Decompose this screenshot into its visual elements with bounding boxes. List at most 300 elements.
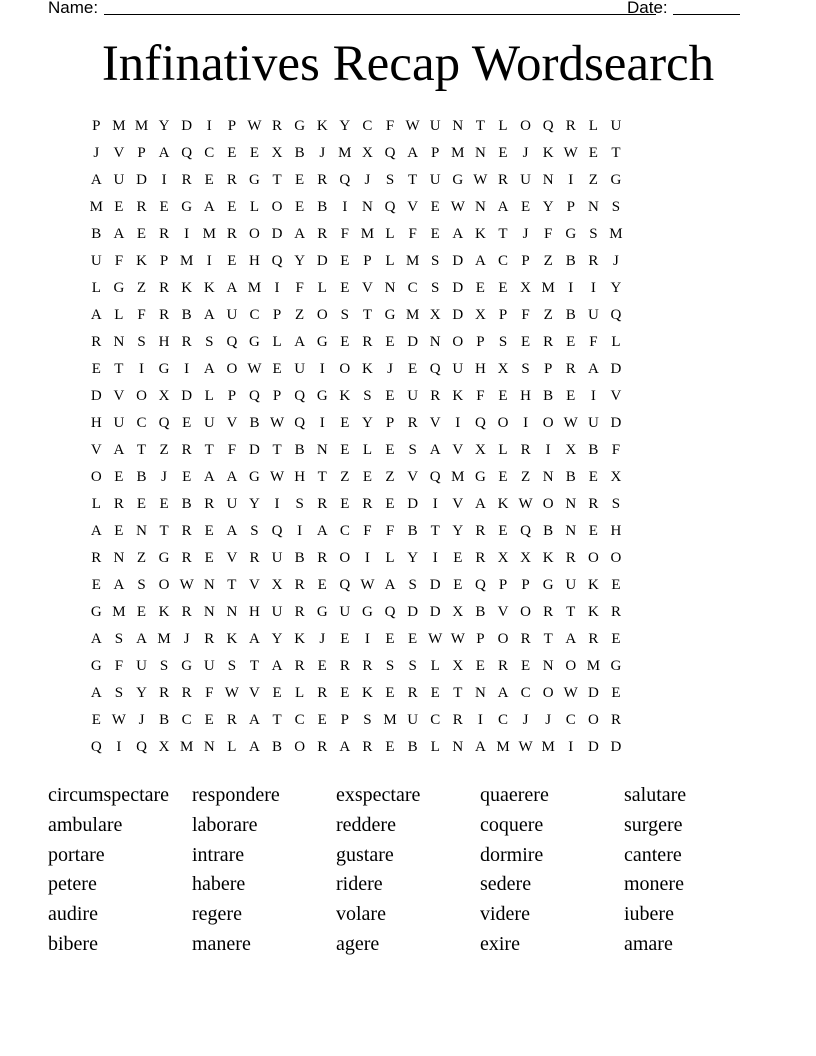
- grid-letter[interactable]: N: [565, 523, 577, 539]
- grid-letter[interactable]: J: [613, 253, 619, 269]
- grid-letter[interactable]: G: [181, 199, 193, 215]
- grid-letter[interactable]: V: [407, 469, 419, 485]
- grid-letter[interactable]: I: [590, 388, 596, 404]
- grid-letter[interactable]: I: [590, 280, 596, 296]
- grid-letter[interactable]: L: [317, 280, 327, 296]
- grid-letter[interactable]: R: [317, 172, 328, 188]
- grid-letter[interactable]: X: [158, 388, 170, 404]
- grid-letter[interactable]: W: [473, 172, 488, 188]
- grid-letter[interactable]: J: [522, 712, 529, 728]
- grid-letter[interactable]: R: [339, 658, 350, 674]
- grid-letter[interactable]: G: [158, 361, 170, 377]
- grid-letter[interactable]: E: [566, 334, 576, 350]
- grid-letter[interactable]: J: [522, 145, 529, 161]
- grid-letter[interactable]: G: [294, 118, 306, 134]
- grid-letter[interactable]: E: [385, 334, 395, 350]
- grid-letter[interactable]: G: [90, 658, 102, 674]
- grid-letter[interactable]: A: [316, 523, 328, 539]
- grid-letter[interactable]: J: [183, 631, 190, 647]
- grid-letter[interactable]: E: [453, 550, 463, 566]
- grid-letter[interactable]: E: [249, 145, 260, 161]
- grid-letter[interactable]: P: [363, 253, 372, 269]
- grid-letter[interactable]: X: [497, 361, 509, 377]
- grid-letter[interactable]: Y: [339, 118, 351, 134]
- grid-letter[interactable]: A: [384, 577, 396, 593]
- grid-letter[interactable]: D: [452, 253, 464, 269]
- grid-letter[interactable]: J: [364, 172, 371, 188]
- grid-letter[interactable]: R: [181, 523, 192, 539]
- grid-letter[interactable]: B: [565, 253, 576, 269]
- grid-letter[interactable]: S: [521, 361, 530, 377]
- grid-letter[interactable]: S: [611, 199, 621, 215]
- grid-letter[interactable]: K: [542, 550, 554, 566]
- grid-letter[interactable]: L: [362, 442, 372, 458]
- grid-letter[interactable]: H: [249, 253, 260, 269]
- grid-letter[interactable]: T: [204, 442, 214, 458]
- grid-letter[interactable]: L: [249, 199, 260, 215]
- grid-letter[interactable]: P: [385, 415, 395, 431]
- grid-letter[interactable]: M: [360, 226, 375, 242]
- grid-letter[interactable]: B: [136, 469, 147, 485]
- grid-letter[interactable]: L: [114, 307, 124, 323]
- grid-letter[interactable]: I: [364, 550, 370, 566]
- grid-letter[interactable]: R: [543, 334, 554, 350]
- grid-letter[interactable]: M: [586, 658, 601, 674]
- grid-letter[interactable]: N: [565, 496, 577, 512]
- grid-letter[interactable]: W: [360, 577, 375, 593]
- grid-letter[interactable]: N: [587, 199, 599, 215]
- grid-letter[interactable]: I: [568, 739, 574, 755]
- grid-letter[interactable]: E: [340, 253, 350, 269]
- grid-letter[interactable]: L: [430, 739, 440, 755]
- grid-letter[interactable]: E: [272, 685, 282, 701]
- grid-letter[interactable]: R: [475, 523, 486, 539]
- grid-letter[interactable]: S: [114, 685, 124, 701]
- grid-letter[interactable]: B: [91, 226, 102, 242]
- grid-letter[interactable]: D: [271, 226, 283, 242]
- grid-letter[interactable]: E: [159, 496, 169, 512]
- grid-letter[interactable]: C: [362, 118, 373, 134]
- grid-letter[interactable]: R: [543, 604, 554, 620]
- grid-letter[interactable]: A: [294, 226, 306, 242]
- grid-letter[interactable]: N: [384, 280, 396, 296]
- grid-letter[interactable]: T: [408, 172, 418, 188]
- grid-letter[interactable]: I: [206, 253, 212, 269]
- grid-letter[interactable]: U: [429, 118, 441, 134]
- grid-letter[interactable]: J: [93, 145, 100, 161]
- grid-letter[interactable]: P: [137, 145, 146, 161]
- grid-letter[interactable]: D: [316, 253, 328, 269]
- grid-letter[interactable]: E: [566, 388, 576, 404]
- grid-letter[interactable]: E: [588, 523, 598, 539]
- grid-letter[interactable]: Q: [429, 361, 441, 377]
- grid-letter[interactable]: A: [90, 307, 102, 323]
- grid-letter[interactable]: A: [113, 577, 125, 593]
- grid-letter[interactable]: J: [161, 469, 167, 485]
- grid-letter[interactable]: E: [498, 469, 508, 485]
- grid-letter[interactable]: N: [474, 199, 486, 215]
- name-line[interactable]: [104, 14, 656, 15]
- grid-letter[interactable]: Y: [362, 415, 373, 431]
- grid-letter[interactable]: E: [385, 739, 395, 755]
- grid-letter[interactable]: A: [203, 307, 215, 323]
- grid-letter[interactable]: S: [408, 442, 417, 458]
- grid-letter[interactable]: T: [272, 172, 282, 188]
- grid-letter[interactable]: X: [474, 307, 486, 323]
- grid-letter[interactable]: R: [497, 658, 508, 674]
- grid-letter[interactable]: A: [271, 658, 283, 674]
- grid-letter[interactable]: R: [362, 658, 373, 674]
- grid-letter[interactable]: U: [429, 172, 441, 188]
- grid-letter[interactable]: J: [522, 226, 529, 242]
- grid-letter[interactable]: E: [227, 145, 237, 161]
- grid-letter[interactable]: A: [474, 739, 486, 755]
- grid-letter[interactable]: U: [587, 307, 599, 323]
- grid-letter[interactable]: E: [159, 199, 169, 215]
- grid-letter[interactable]: W: [405, 118, 420, 134]
- grid-letter[interactable]: S: [589, 226, 598, 242]
- grid-letter[interactable]: L: [227, 739, 237, 755]
- grid-letter[interactable]: R: [249, 550, 260, 566]
- grid-letter[interactable]: Q: [384, 145, 396, 161]
- grid-letter[interactable]: B: [317, 199, 328, 215]
- grid-letter[interactable]: E: [136, 226, 147, 242]
- grid-letter[interactable]: I: [138, 361, 144, 377]
- grid-letter[interactable]: B: [588, 442, 599, 458]
- grid-letter[interactable]: A: [203, 469, 215, 485]
- grid-letter[interactable]: I: [297, 523, 303, 539]
- grid-letter[interactable]: L: [204, 388, 214, 404]
- grid-letter[interactable]: C: [136, 415, 147, 431]
- grid-letter[interactable]: U: [203, 415, 215, 431]
- grid-letter[interactable]: L: [272, 334, 282, 350]
- grid-letter[interactable]: M: [405, 253, 420, 269]
- grid-letter[interactable]: E: [385, 685, 395, 701]
- grid-letter[interactable]: Z: [136, 550, 147, 566]
- grid-letter[interactable]: T: [114, 361, 124, 377]
- grid-letter[interactable]: D: [610, 739, 622, 755]
- grid-letter[interactable]: Q: [384, 199, 396, 215]
- grid-letter[interactable]: S: [205, 334, 214, 350]
- grid-letter[interactable]: X: [158, 739, 170, 755]
- grid-letter[interactable]: Z: [520, 469, 531, 485]
- grid-letter[interactable]: R: [475, 550, 486, 566]
- grid-letter[interactable]: I: [274, 280, 280, 296]
- grid-letter[interactable]: G: [316, 604, 328, 620]
- grid-letter[interactable]: Y: [136, 685, 147, 701]
- grid-letter[interactable]: V: [362, 280, 373, 296]
- grid-letter[interactable]: Q: [226, 334, 238, 350]
- grid-letter[interactable]: W: [450, 631, 465, 647]
- grid-letter[interactable]: E: [182, 469, 192, 485]
- grid-letter[interactable]: A: [249, 712, 260, 728]
- grid-letter[interactable]: Z: [385, 469, 395, 485]
- grid-letter[interactable]: H: [90, 415, 102, 431]
- grid-letter[interactable]: R: [159, 307, 170, 323]
- grid-letter[interactable]: X: [452, 604, 464, 620]
- grid-letter[interactable]: W: [450, 199, 465, 215]
- grid-letter[interactable]: N: [203, 604, 215, 620]
- grid-letter[interactable]: G: [249, 469, 260, 485]
- grid-letter[interactable]: U: [203, 658, 215, 674]
- grid-letter[interactable]: R: [565, 118, 576, 134]
- grid-letter[interactable]: Q: [249, 388, 260, 404]
- grid-letter[interactable]: G: [362, 604, 373, 620]
- grid-letter[interactable]: V: [226, 550, 238, 566]
- grid-letter[interactable]: O: [136, 388, 147, 404]
- grid-letter[interactable]: S: [159, 658, 169, 674]
- grid-letter[interactable]: F: [340, 226, 349, 242]
- grid-letter[interactable]: J: [138, 712, 145, 728]
- grid-letter[interactable]: D: [429, 604, 441, 620]
- grid-letter[interactable]: U: [294, 361, 306, 377]
- grid-letter[interactable]: O: [339, 361, 351, 377]
- grid-letter[interactable]: U: [407, 388, 419, 404]
- grid-letter[interactable]: O: [90, 469, 102, 485]
- grid-letter[interactable]: Q: [610, 307, 622, 323]
- grid-letter[interactable]: H: [158, 334, 170, 350]
- grid-letter[interactable]: S: [408, 658, 417, 674]
- grid-letter[interactable]: A: [113, 226, 125, 242]
- grid-letter[interactable]: X: [271, 145, 283, 161]
- grid-letter[interactable]: L: [91, 280, 101, 296]
- grid-letter[interactable]: R: [294, 658, 305, 674]
- grid-letter[interactable]: K: [362, 685, 373, 701]
- grid-letter[interactable]: A: [90, 685, 102, 701]
- grid-letter[interactable]: S: [385, 658, 395, 674]
- grid-letter[interactable]: R: [362, 496, 373, 512]
- grid-letter[interactable]: R: [272, 118, 283, 134]
- grid-letter[interactable]: I: [206, 118, 212, 134]
- grid-letter[interactable]: Z: [588, 172, 598, 188]
- grid-letter[interactable]: M: [89, 199, 103, 215]
- grid-letter[interactable]: E: [91, 361, 101, 377]
- grid-letter[interactable]: E: [475, 280, 485, 296]
- grid-letter[interactable]: R: [588, 496, 599, 512]
- grid-letter[interactable]: L: [588, 118, 598, 134]
- grid-letter[interactable]: R: [610, 604, 621, 620]
- grid-letter[interactable]: O: [294, 739, 306, 755]
- grid-letter[interactable]: Q: [136, 739, 147, 755]
- grid-letter[interactable]: B: [272, 739, 283, 755]
- grid-letter[interactable]: I: [455, 415, 461, 431]
- grid-letter[interactable]: R: [181, 604, 192, 620]
- grid-letter[interactable]: Z: [543, 307, 553, 323]
- grid-letter[interactable]: B: [181, 307, 192, 323]
- grid-letter[interactable]: K: [497, 496, 509, 512]
- grid-letter[interactable]: A: [249, 739, 260, 755]
- grid-letter[interactable]: A: [90, 631, 102, 647]
- grid-letter[interactable]: C: [520, 685, 531, 701]
- grid-letter[interactable]: I: [274, 496, 280, 512]
- grid-letter[interactable]: N: [316, 442, 328, 458]
- grid-letter[interactable]: Q: [339, 172, 351, 188]
- grid-letter[interactable]: R: [181, 442, 192, 458]
- grid-letter[interactable]: Q: [271, 253, 283, 269]
- grid-letter[interactable]: E: [272, 361, 282, 377]
- grid-letter[interactable]: O: [158, 577, 170, 593]
- grid-letter[interactable]: A: [452, 226, 464, 242]
- grid-letter[interactable]: A: [429, 442, 441, 458]
- grid-letter[interactable]: W: [179, 577, 194, 593]
- grid-letter[interactable]: R: [159, 685, 170, 701]
- date-line[interactable]: [673, 14, 740, 15]
- grid-letter[interactable]: F: [205, 685, 214, 701]
- grid-letter[interactable]: K: [587, 604, 599, 620]
- grid-letter[interactable]: B: [565, 469, 576, 485]
- grid-letter[interactable]: I: [342, 199, 348, 215]
- grid-letter[interactable]: T: [249, 658, 260, 674]
- grid-letter[interactable]: N: [474, 145, 486, 161]
- grid-letter[interactable]: O: [339, 550, 351, 566]
- grid-letter[interactable]: T: [227, 577, 237, 593]
- grid-letter[interactable]: E: [430, 226, 440, 242]
- grid-letter[interactable]: F: [363, 523, 372, 539]
- grid-letter[interactable]: Q: [384, 604, 396, 620]
- grid-letter[interactable]: C: [294, 712, 305, 728]
- grid-letter[interactable]: L: [295, 685, 305, 701]
- grid-letter[interactable]: M: [451, 469, 465, 485]
- grid-letter[interactable]: R: [588, 253, 599, 269]
- grid-letter[interactable]: I: [161, 172, 167, 188]
- grid-letter[interactable]: K: [203, 280, 215, 296]
- grid-letter[interactable]: P: [431, 145, 440, 161]
- grid-letter[interactable]: T: [498, 226, 508, 242]
- grid-letter[interactable]: T: [272, 442, 282, 458]
- grid-letter[interactable]: A: [226, 469, 238, 485]
- grid-letter[interactable]: L: [385, 226, 395, 242]
- grid-letter[interactable]: R: [113, 496, 124, 512]
- grid-letter[interactable]: Q: [271, 523, 283, 539]
- grid-letter[interactable]: B: [565, 307, 576, 323]
- grid-letter[interactable]: D: [610, 415, 622, 431]
- grid-letter[interactable]: W: [518, 739, 533, 755]
- grid-letter[interactable]: J: [387, 361, 393, 377]
- grid-letter[interactable]: R: [588, 631, 599, 647]
- grid-letter[interactable]: E: [114, 199, 124, 215]
- grid-letter[interactable]: O: [542, 496, 554, 512]
- grid-letter[interactable]: T: [362, 307, 372, 323]
- grid-letter[interactable]: S: [227, 658, 237, 674]
- grid-letter[interactable]: E: [385, 388, 395, 404]
- grid-letter[interactable]: M: [609, 226, 623, 242]
- grid-letter[interactable]: R: [317, 550, 328, 566]
- grid-letter[interactable]: B: [159, 712, 170, 728]
- grid-letter[interactable]: K: [474, 226, 486, 242]
- grid-letter[interactable]: E: [498, 388, 508, 404]
- grid-letter[interactable]: D: [429, 577, 441, 593]
- grid-letter[interactable]: B: [475, 604, 486, 620]
- grid-letter[interactable]: M: [180, 253, 194, 269]
- grid-letter[interactable]: D: [587, 685, 599, 701]
- grid-letter[interactable]: A: [497, 685, 509, 701]
- grid-letter[interactable]: S: [340, 307, 349, 323]
- grid-letter[interactable]: K: [158, 604, 170, 620]
- grid-letter[interactable]: Q: [158, 415, 170, 431]
- grid-letter[interactable]: L: [385, 253, 395, 269]
- grid-letter[interactable]: P: [566, 199, 575, 215]
- grid-letter[interactable]: S: [385, 172, 395, 188]
- grid-letter[interactable]: R: [159, 280, 170, 296]
- grid-letter[interactable]: K: [181, 280, 193, 296]
- grid-letter[interactable]: E: [520, 658, 531, 674]
- grid-letter[interactable]: T: [566, 604, 576, 620]
- grid-letter[interactable]: V: [429, 415, 441, 431]
- grid-letter[interactable]: E: [295, 172, 305, 188]
- grid-letter[interactable]: G: [316, 334, 328, 350]
- grid-letter[interactable]: C: [497, 253, 508, 269]
- grid-letter[interactable]: E: [430, 685, 440, 701]
- grid-letter[interactable]: A: [226, 280, 238, 296]
- grid-letter[interactable]: S: [363, 712, 372, 728]
- grid-letter[interactable]: E: [182, 415, 192, 431]
- grid-letter[interactable]: A: [136, 631, 147, 647]
- grid-letter[interactable]: Z: [159, 442, 169, 458]
- grid-letter[interactable]: G: [316, 388, 328, 404]
- grid-letter[interactable]: N: [203, 739, 215, 755]
- grid-letter[interactable]: U: [136, 658, 147, 674]
- grid-letter[interactable]: O: [497, 631, 509, 647]
- grid-letter[interactable]: E: [136, 604, 147, 620]
- grid-letter[interactable]: Q: [181, 145, 193, 161]
- grid-letter[interactable]: V: [90, 442, 102, 458]
- grid-letter[interactable]: U: [113, 172, 125, 188]
- grid-letter[interactable]: P: [544, 361, 553, 377]
- grid-letter[interactable]: E: [408, 631, 418, 647]
- grid-letter[interactable]: P: [227, 388, 237, 404]
- grid-letter[interactable]: P: [521, 577, 530, 593]
- grid-letter[interactable]: W: [563, 145, 578, 161]
- grid-letter[interactable]: E: [385, 442, 395, 458]
- grid-letter[interactable]: W: [224, 685, 239, 701]
- grid-letter[interactable]: H: [249, 604, 260, 620]
- grid-letter[interactable]: T: [317, 469, 327, 485]
- grid-letter[interactable]: U: [226, 496, 238, 512]
- grid-letter[interactable]: I: [568, 172, 574, 188]
- grid-letter[interactable]: U: [226, 307, 238, 323]
- grid-letter[interactable]: R: [181, 550, 192, 566]
- grid-letter[interactable]: E: [340, 496, 350, 512]
- grid-letter[interactable]: R: [294, 577, 305, 593]
- grid-letter[interactable]: V: [452, 442, 464, 458]
- grid-letter[interactable]: E: [204, 712, 214, 728]
- grid-letter[interactable]: C: [565, 712, 576, 728]
- grid-letter[interactable]: P: [159, 253, 169, 269]
- grid-letter[interactable]: R: [181, 685, 192, 701]
- grid-letter[interactable]: Y: [542, 199, 554, 215]
- grid-letter[interactable]: L: [91, 496, 101, 512]
- grid-letter[interactable]: F: [227, 442, 237, 458]
- grid-letter[interactable]: O: [497, 415, 509, 431]
- grid-letter[interactable]: V: [407, 199, 419, 215]
- grid-letter[interactable]: T: [611, 145, 621, 161]
- grid-letter[interactable]: D: [610, 361, 622, 377]
- grid-letter[interactable]: P: [476, 631, 485, 647]
- grid-letter[interactable]: C: [181, 712, 192, 728]
- grid-letter[interactable]: K: [226, 631, 238, 647]
- grid-letter[interactable]: D: [181, 388, 193, 404]
- grid-letter[interactable]: F: [476, 388, 485, 404]
- grid-letter[interactable]: D: [407, 496, 419, 512]
- grid-letter[interactable]: Q: [474, 577, 486, 593]
- grid-letter[interactable]: E: [227, 253, 237, 269]
- grid-letter[interactable]: R: [226, 172, 237, 188]
- grid-letter[interactable]: A: [90, 172, 102, 188]
- grid-letter[interactable]: P: [521, 253, 530, 269]
- grid-letter[interactable]: L: [611, 334, 621, 350]
- grid-letter[interactable]: U: [452, 361, 464, 377]
- grid-letter[interactable]: X: [520, 550, 531, 566]
